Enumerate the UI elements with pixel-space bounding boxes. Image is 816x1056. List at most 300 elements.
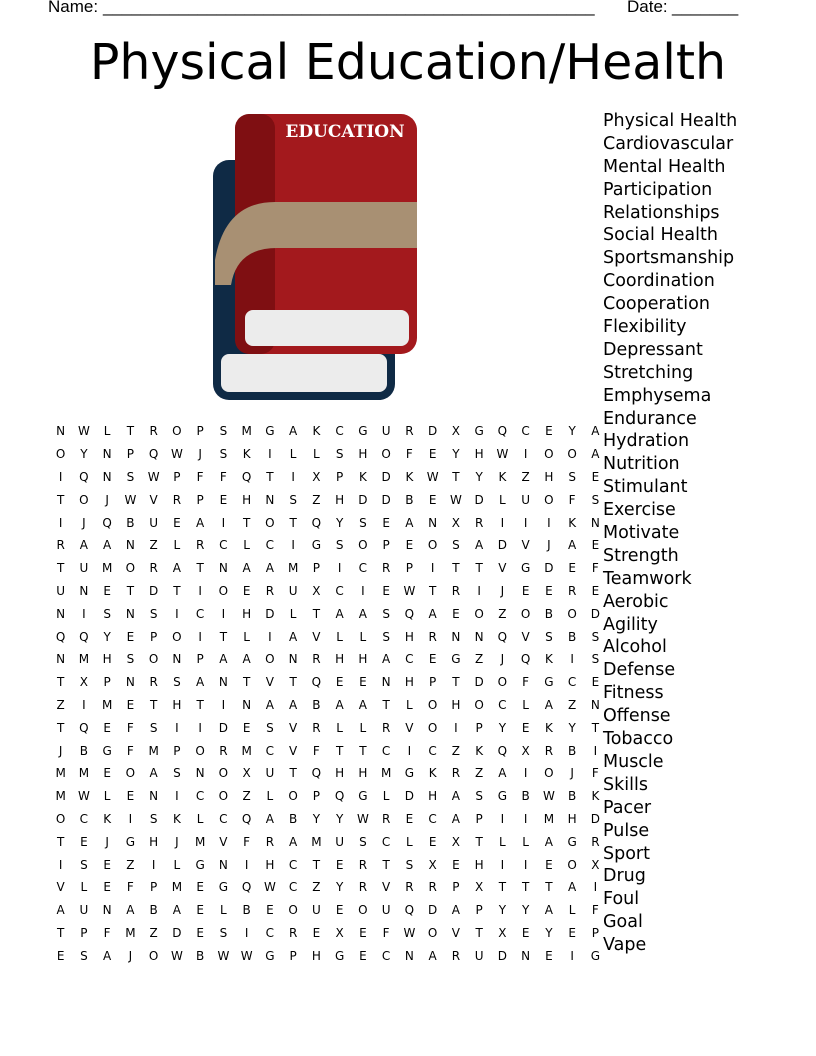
grid-row [49, 808, 607, 831]
grid-letter: T [56, 925, 65, 940]
word-list-item: Goal [603, 912, 643, 933]
grid-letter: N [102, 469, 112, 484]
grid-letter: L [173, 538, 181, 553]
grid-letter: N [79, 583, 89, 598]
grid-letter: A [335, 697, 344, 712]
grid-letter: O [427, 697, 438, 712]
grid-letter: N [242, 697, 252, 712]
grid-letter: O [497, 675, 508, 690]
grid-letter: E [126, 697, 135, 712]
grid-letter: C [79, 811, 89, 826]
grid-letter: Q [311, 766, 322, 781]
grid-letter: S [149, 811, 158, 826]
grid-letter: X [521, 743, 530, 758]
grid-letter: D [381, 469, 391, 484]
grid-letter: N [195, 766, 205, 781]
grid-letter: H [474, 447, 484, 462]
grid-letter: G [125, 834, 136, 849]
word-list-item: Sport [603, 843, 650, 864]
grid-row [49, 488, 607, 511]
grid-letter: T [312, 857, 321, 872]
grid-row [49, 853, 607, 876]
grid-letter: A [265, 697, 274, 712]
grid-letter: O [125, 766, 136, 781]
grid-letter: J [547, 538, 551, 553]
grid-letter: H [567, 811, 577, 826]
grid-letter: G [311, 538, 322, 553]
grid-letter: P [196, 424, 204, 439]
grid-letter: Q [497, 743, 508, 758]
grid-row [49, 420, 607, 443]
grid-letter: N [56, 606, 66, 621]
grid-letter: L [220, 903, 227, 918]
grid-letter: P [475, 903, 483, 918]
grid-letter: R [567, 583, 577, 598]
grid-letter: E [521, 925, 530, 940]
grid-letter: U [381, 903, 391, 918]
grid-letter: A [544, 903, 553, 918]
grid-letter: M [55, 766, 66, 781]
grid-letter: L [80, 880, 88, 895]
grid-letter: E [335, 857, 344, 872]
grid-letter: W [496, 447, 509, 462]
grid-row [49, 443, 607, 466]
grid-letter: U [311, 903, 321, 918]
grid-letter: T [475, 925, 483, 940]
grid-letter: J [175, 834, 179, 849]
grid-letter: R [451, 766, 461, 781]
grid-letter: Q [404, 606, 415, 621]
grid-letter: V [382, 880, 391, 895]
grid-letter: S [475, 789, 483, 804]
grid-letter: V [219, 834, 228, 849]
grid-letter: E [126, 629, 135, 644]
grid-letter: A [568, 880, 577, 895]
grid-letter: E [359, 925, 367, 940]
grid-letter: T [498, 880, 507, 895]
grid-letter: X [312, 583, 321, 598]
grid-letter: Q [79, 720, 89, 735]
grid-letter: O [544, 447, 554, 462]
grid-letter: C [219, 811, 228, 826]
grid-letter: I [523, 766, 528, 781]
grid-letter: T [173, 583, 181, 598]
grid-letter: L [336, 720, 343, 735]
grid-letter: S [382, 629, 390, 644]
header [0, 0, 816, 21]
grid-letter: O [474, 697, 484, 712]
grid-letter: Z [312, 492, 321, 507]
grid-letter: N [265, 492, 275, 507]
grid-letter: A [428, 948, 437, 963]
grid-letter: Y [475, 469, 483, 484]
grid-letter: B [289, 811, 298, 826]
grid-letter: O [427, 538, 438, 553]
word-list-item: Tobacco [603, 729, 674, 750]
grid-letter: Z [475, 766, 484, 781]
word-list-item: Relationships [603, 202, 720, 223]
grid-letter: W [263, 880, 276, 895]
grid-row [49, 557, 607, 580]
grid-letter: Z [475, 652, 484, 667]
grid-letter: Y [498, 720, 507, 735]
grid-letter: A [475, 538, 484, 553]
grid-letter: F [591, 561, 599, 576]
grid-letter: S [405, 857, 414, 872]
grid-letter: T [289, 766, 297, 781]
word-list-item: Coordination [603, 271, 715, 292]
grid-letter: E [568, 561, 576, 576]
grid-letter: C [428, 743, 437, 758]
grid-letter: P [382, 538, 390, 553]
grid-letter: R [149, 424, 158, 439]
grid-letter: B [196, 948, 205, 963]
grid-row [49, 648, 607, 671]
grid-letter: P [429, 675, 437, 690]
grid-letter: L [266, 789, 274, 804]
grid-letter: J [198, 447, 202, 462]
grid-letter: P [405, 561, 413, 576]
grid-letter: Z [498, 606, 507, 621]
grid-letter: H [358, 652, 368, 667]
grid-letter: G [358, 424, 368, 439]
grid-letter: I [244, 857, 249, 872]
grid-letter: T [149, 697, 158, 712]
grid-letter: I [198, 583, 202, 598]
grid-letter: N [172, 652, 182, 667]
grid-letter: A [103, 538, 112, 553]
grid-letter: P [312, 789, 320, 804]
grid-letter: A [405, 515, 414, 530]
word-list-item: Agility [603, 614, 658, 635]
word-list-item: Stretching [603, 362, 694, 383]
grid-letter: L [289, 606, 297, 621]
grid-letter: C [428, 811, 437, 826]
grid-letter: Y [521, 903, 530, 918]
grid-letter: F [219, 469, 227, 484]
grid-letter: I [523, 857, 528, 872]
grid-letter: D [497, 948, 507, 963]
grid-letter: N [521, 948, 531, 963]
grid-letter: X [451, 834, 460, 849]
grid-letter: U [521, 492, 531, 507]
grid-letter: E [545, 424, 553, 439]
grid-row [49, 602, 607, 625]
grid-letter: G [590, 948, 601, 963]
grid-letter: L [382, 789, 390, 804]
grid-letter: N [125, 675, 135, 690]
grid-letter: E [521, 720, 530, 735]
grid-letter: O [172, 629, 182, 644]
grid-letter: T [219, 629, 228, 644]
grid-letter: Q [241, 811, 252, 826]
grid-letter: I [337, 561, 342, 576]
grid-letter: X [428, 857, 437, 872]
grid-letter: R [451, 583, 461, 598]
grid-letter: Y [568, 720, 576, 735]
grid-letter: E [56, 948, 65, 963]
grid-letter: N [125, 606, 135, 621]
grid-letter: P [150, 629, 158, 644]
word-list-item: Motivate [603, 523, 680, 544]
grid-letter: B [568, 743, 577, 758]
grid-letter: E [428, 652, 437, 667]
grid-row [49, 694, 607, 717]
grid-letter: B [568, 629, 577, 644]
grid-letter: R [428, 629, 437, 644]
grid-letter: G [218, 880, 229, 895]
grid-letter: I [407, 743, 412, 758]
grid-row [49, 762, 607, 785]
grid-letter: G [497, 789, 508, 804]
grid-letter: H [335, 766, 345, 781]
grid-letter: J [500, 583, 505, 598]
grid-letter: Y [103, 629, 111, 644]
grid-letter: L [243, 629, 250, 644]
grid-letter: F [568, 492, 576, 507]
grid-letter: R [451, 948, 461, 963]
word-list-item: Strength [603, 545, 679, 566]
grid-letter: Z [312, 880, 321, 895]
grid-letter: A [428, 606, 437, 621]
grid-letter: W [403, 925, 416, 940]
grid-letter: E [382, 583, 390, 598]
grid-letter: S [219, 447, 228, 462]
grid-letter: U [79, 903, 89, 918]
grid-letter: O [195, 743, 205, 758]
grid-letter: Q [497, 424, 508, 439]
grid-letter: N [56, 424, 66, 439]
grid-letter: H [544, 469, 554, 484]
grid-letter: Q [148, 447, 159, 462]
grid-letter: U [56, 583, 66, 598]
grid-letter: R [149, 561, 158, 576]
grid-letter: O [172, 424, 182, 439]
name-field-line: ____________________________________________________ [103, 0, 595, 16]
grid-letter: J [58, 743, 63, 758]
grid-letter: R [265, 834, 275, 849]
grid-letter: F [522, 675, 530, 690]
grid-letter: V [521, 538, 530, 553]
grid-letter: R [405, 424, 414, 439]
grid-letter: R [358, 880, 368, 895]
grid-letter: I [244, 925, 249, 940]
grid-letter: O [427, 925, 438, 940]
word-list-item: Hydration [603, 431, 690, 452]
grid-letter: T [242, 515, 251, 530]
grid-letter: J [105, 834, 109, 849]
grid-letter: Q [404, 903, 415, 918]
grid-letter: I [593, 743, 598, 758]
grid-letter: W [77, 424, 90, 439]
grid-letter: A [219, 652, 228, 667]
grid-letter: T [289, 675, 297, 690]
grid-letter: P [103, 675, 111, 690]
word-list-item: Cardiovascular [603, 133, 734, 154]
grid-letter: R [544, 743, 554, 758]
grid-letter: S [591, 492, 600, 507]
word-list [603, 110, 737, 957]
grid-letter: X [498, 925, 507, 940]
grid-letter: R [56, 538, 65, 553]
grid-letter: D [497, 538, 507, 553]
grid-letter: O [218, 766, 229, 781]
grid-letter: R [195, 538, 205, 553]
grid-letter: L [359, 720, 367, 735]
grid-letter: A [382, 652, 391, 667]
grid-letter: V [312, 629, 321, 644]
grid-letter: T [196, 561, 204, 576]
page-title: Physical Education/Health [89, 34, 727, 91]
grid-letter: C [195, 789, 205, 804]
grid-letter: F [126, 720, 134, 735]
grid-letter: P [196, 652, 204, 667]
grid-letter: D [544, 561, 554, 576]
grid-letter: E [359, 675, 367, 690]
grid-letter: I [454, 720, 458, 735]
grid-letter: M [241, 743, 252, 758]
grid-letter: I [477, 583, 481, 598]
grid-letter: G [567, 834, 577, 849]
word-list-item: Defense [603, 660, 676, 681]
grid-letter: C [265, 925, 275, 940]
grid-letter: A [56, 903, 65, 918]
grid-letter: P [336, 469, 344, 484]
grid-letter: L [103, 424, 111, 439]
grid-letter: I [291, 538, 295, 553]
grid-letter: K [568, 515, 577, 530]
grid-letter: Y [335, 811, 344, 826]
grid-letter: L [522, 697, 529, 712]
grid-letter: E [382, 515, 390, 530]
grid-letter: O [288, 789, 298, 804]
grid-letter: O [358, 903, 368, 918]
grid-letter: I [523, 447, 528, 462]
grid-letter: M [55, 789, 66, 804]
grid-letter: P [475, 720, 483, 735]
grid-letter: A [289, 697, 298, 712]
grid-letter: P [289, 948, 297, 963]
grid-letter: C [335, 424, 344, 439]
word-list-item: Muscle [603, 751, 664, 772]
grid-letter: K [475, 743, 484, 758]
word-list-item: Fitness [603, 683, 664, 704]
grid-letter: M [287, 561, 299, 576]
grid-letter: Z [149, 925, 158, 940]
grid-letter: T [56, 492, 65, 507]
grid-letter: G [358, 789, 368, 804]
grid-letter: E [428, 834, 437, 849]
grid-letter: H [311, 948, 321, 963]
grid-letter: R [591, 834, 600, 849]
grid-letter: E [591, 675, 600, 690]
grid-letter: L [289, 447, 297, 462]
grid-letter: W [77, 789, 90, 804]
grid-letter: O [265, 515, 275, 530]
grid-letter: M [171, 880, 183, 895]
grid-letter: K [498, 469, 507, 484]
grid-letter: G [265, 948, 275, 963]
grid-letter: A [149, 766, 158, 781]
grid-row [49, 785, 607, 808]
name-label: Name: [48, 0, 99, 16]
grid-letter: O [520, 606, 531, 621]
grid-letter: Q [241, 469, 252, 484]
grid-letter: R [428, 880, 437, 895]
grid-letter: E [242, 720, 251, 735]
grid-letter: O [55, 447, 66, 462]
grid-letter: S [149, 720, 158, 735]
grid-letter: S [545, 629, 553, 644]
grid-letter: C [567, 675, 577, 690]
grid-letter: I [175, 606, 179, 621]
grid-letter: T [242, 675, 251, 690]
grid-letter: M [194, 834, 206, 849]
word-list-item: Aerobic [603, 591, 669, 612]
grid-letter: B [79, 743, 88, 758]
grid-letter: N [149, 789, 159, 804]
grid-letter: M [101, 697, 113, 712]
grid-letter: K [405, 469, 414, 484]
grid-letter: L [522, 834, 529, 849]
grid-letter: N [590, 697, 600, 712]
grid-row [49, 671, 607, 694]
grid-letter: M [125, 925, 136, 940]
grid-letter: D [218, 720, 228, 735]
grid-letter: U [79, 561, 89, 576]
grid-letter: N [590, 515, 600, 530]
grid-letter: R [358, 857, 368, 872]
grid-letter: F [312, 743, 320, 758]
grid-letter: B [312, 697, 321, 712]
grid-letter: E [219, 492, 228, 507]
grid-letter: H [404, 629, 414, 644]
grid-letter: H [335, 492, 345, 507]
grid-letter: X [312, 469, 321, 484]
grid-letter: L [243, 538, 250, 553]
date-field-line: _______ [672, 0, 739, 16]
grid-letter: A [335, 606, 344, 621]
grid-letter: Y [498, 903, 507, 918]
grid-letter: N [218, 561, 228, 576]
word-list-item: Cooperation [603, 294, 710, 315]
grid-letter: E [545, 948, 553, 963]
grid-letter: P [452, 880, 460, 895]
grid-letter: O [544, 492, 554, 507]
grid-letter: I [430, 561, 435, 576]
grid-letter: H [358, 766, 368, 781]
word-list-item: Pulse [603, 820, 650, 841]
grid-letter: O [427, 720, 438, 735]
grid-letter: D [428, 424, 438, 439]
grid-letter: K [103, 811, 112, 826]
grid-letter: B [405, 492, 414, 507]
grid-letter: E [103, 720, 111, 735]
grid-letter: E [103, 857, 111, 872]
grid-letter: O [148, 652, 159, 667]
grid-letter: A [242, 652, 251, 667]
grid-letter: B [149, 903, 158, 918]
grid-letter: V [451, 925, 460, 940]
grid-letter: S [335, 447, 344, 462]
grid-letter: I [58, 515, 63, 530]
grid-letter: C [265, 743, 275, 758]
grid-letter: G [544, 675, 554, 690]
grid-letter: U [288, 583, 298, 598]
grid-letter: S [173, 675, 181, 690]
grid-letter: W [217, 948, 230, 963]
grid-letter: F [243, 834, 251, 849]
